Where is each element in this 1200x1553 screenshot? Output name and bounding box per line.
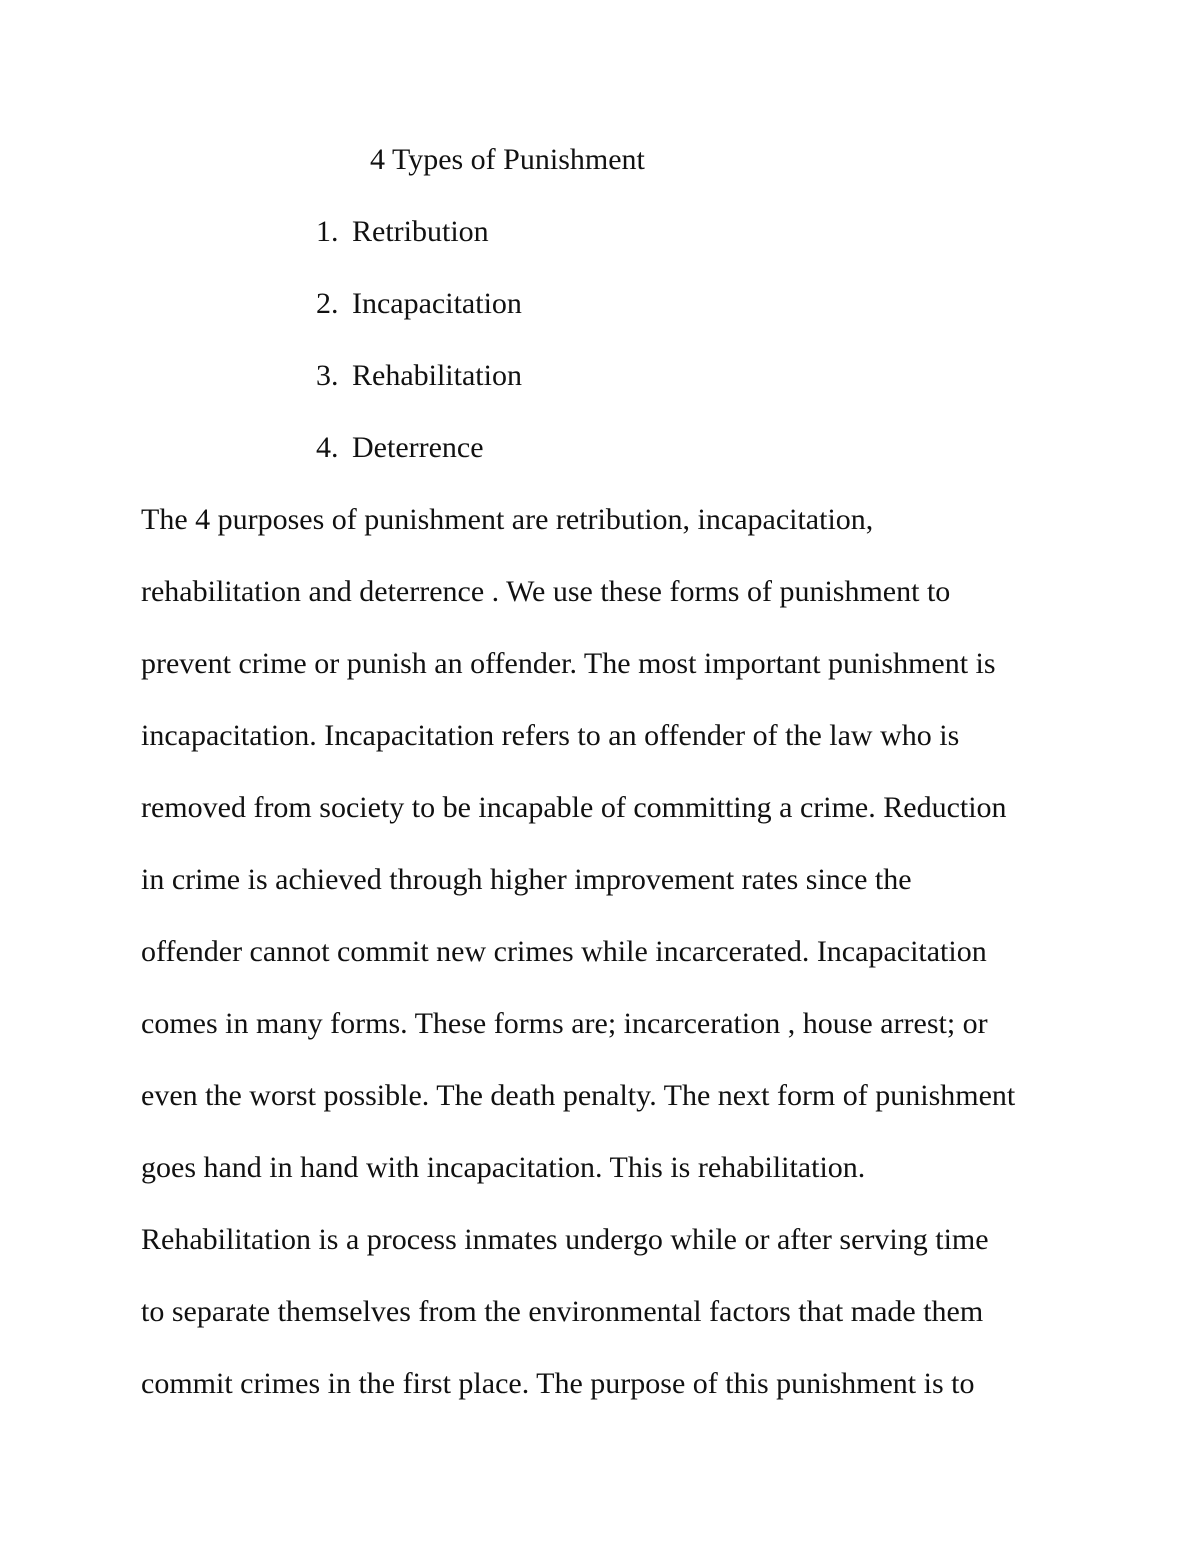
list-item-text: Deterrence [352,431,484,464]
text-line: Rehabilitation is a process inmates undergo while or after serving time [141,1223,989,1256]
list-item-text: Incapacitation [352,287,522,320]
list-item-number: 4. [316,431,339,464]
text-line: offender cannot commit new crimes while incarcerated. Incapacitation [141,935,987,968]
list-item-text: Retribution [352,215,489,248]
text-line: The 4 purposes of punishment are retribution, incapacitation, [141,503,874,536]
list-item-text: Rehabilitation [352,359,522,392]
list-item-number: 2. [316,287,339,320]
list-item [316,356,522,428]
list-item [316,428,522,500]
document-title: 4 Types of Punishment [370,143,645,176]
text-line: rehabilitation and deterrence . We use these forms of punishment to [141,575,951,608]
body-paragraph [141,500,1071,1436]
text-line: removed from society to be incapable of committing a crime. Reduction [141,791,1007,824]
text-line: to separate themselves from the environmental factors that made them [141,1295,984,1328]
text-line: in crime is achieved through higher improvement rates since the [141,863,912,896]
punishment-types-list [316,212,522,500]
text-line: commit crimes in the first place. The purpose of this punishment is to [141,1367,975,1400]
text-line: goes hand in hand with incapacitation. This is rehabilitation. [141,1151,866,1184]
text-line: prevent crime or punish an offender. The most important punishment is [141,647,996,680]
list-item-number: 1. [316,215,339,248]
text-line: comes in many forms. These forms are; incarceration , house arrest; or [141,1007,988,1040]
text-line: incapacitation. Incapacitation refers to an offender of the law who is [141,719,960,752]
list-item [316,284,522,356]
list-item-number: 3. [316,359,339,392]
list-item [316,212,522,284]
text-line: even the worst possible. The death penalty. The next form of punishment [141,1079,1016,1112]
